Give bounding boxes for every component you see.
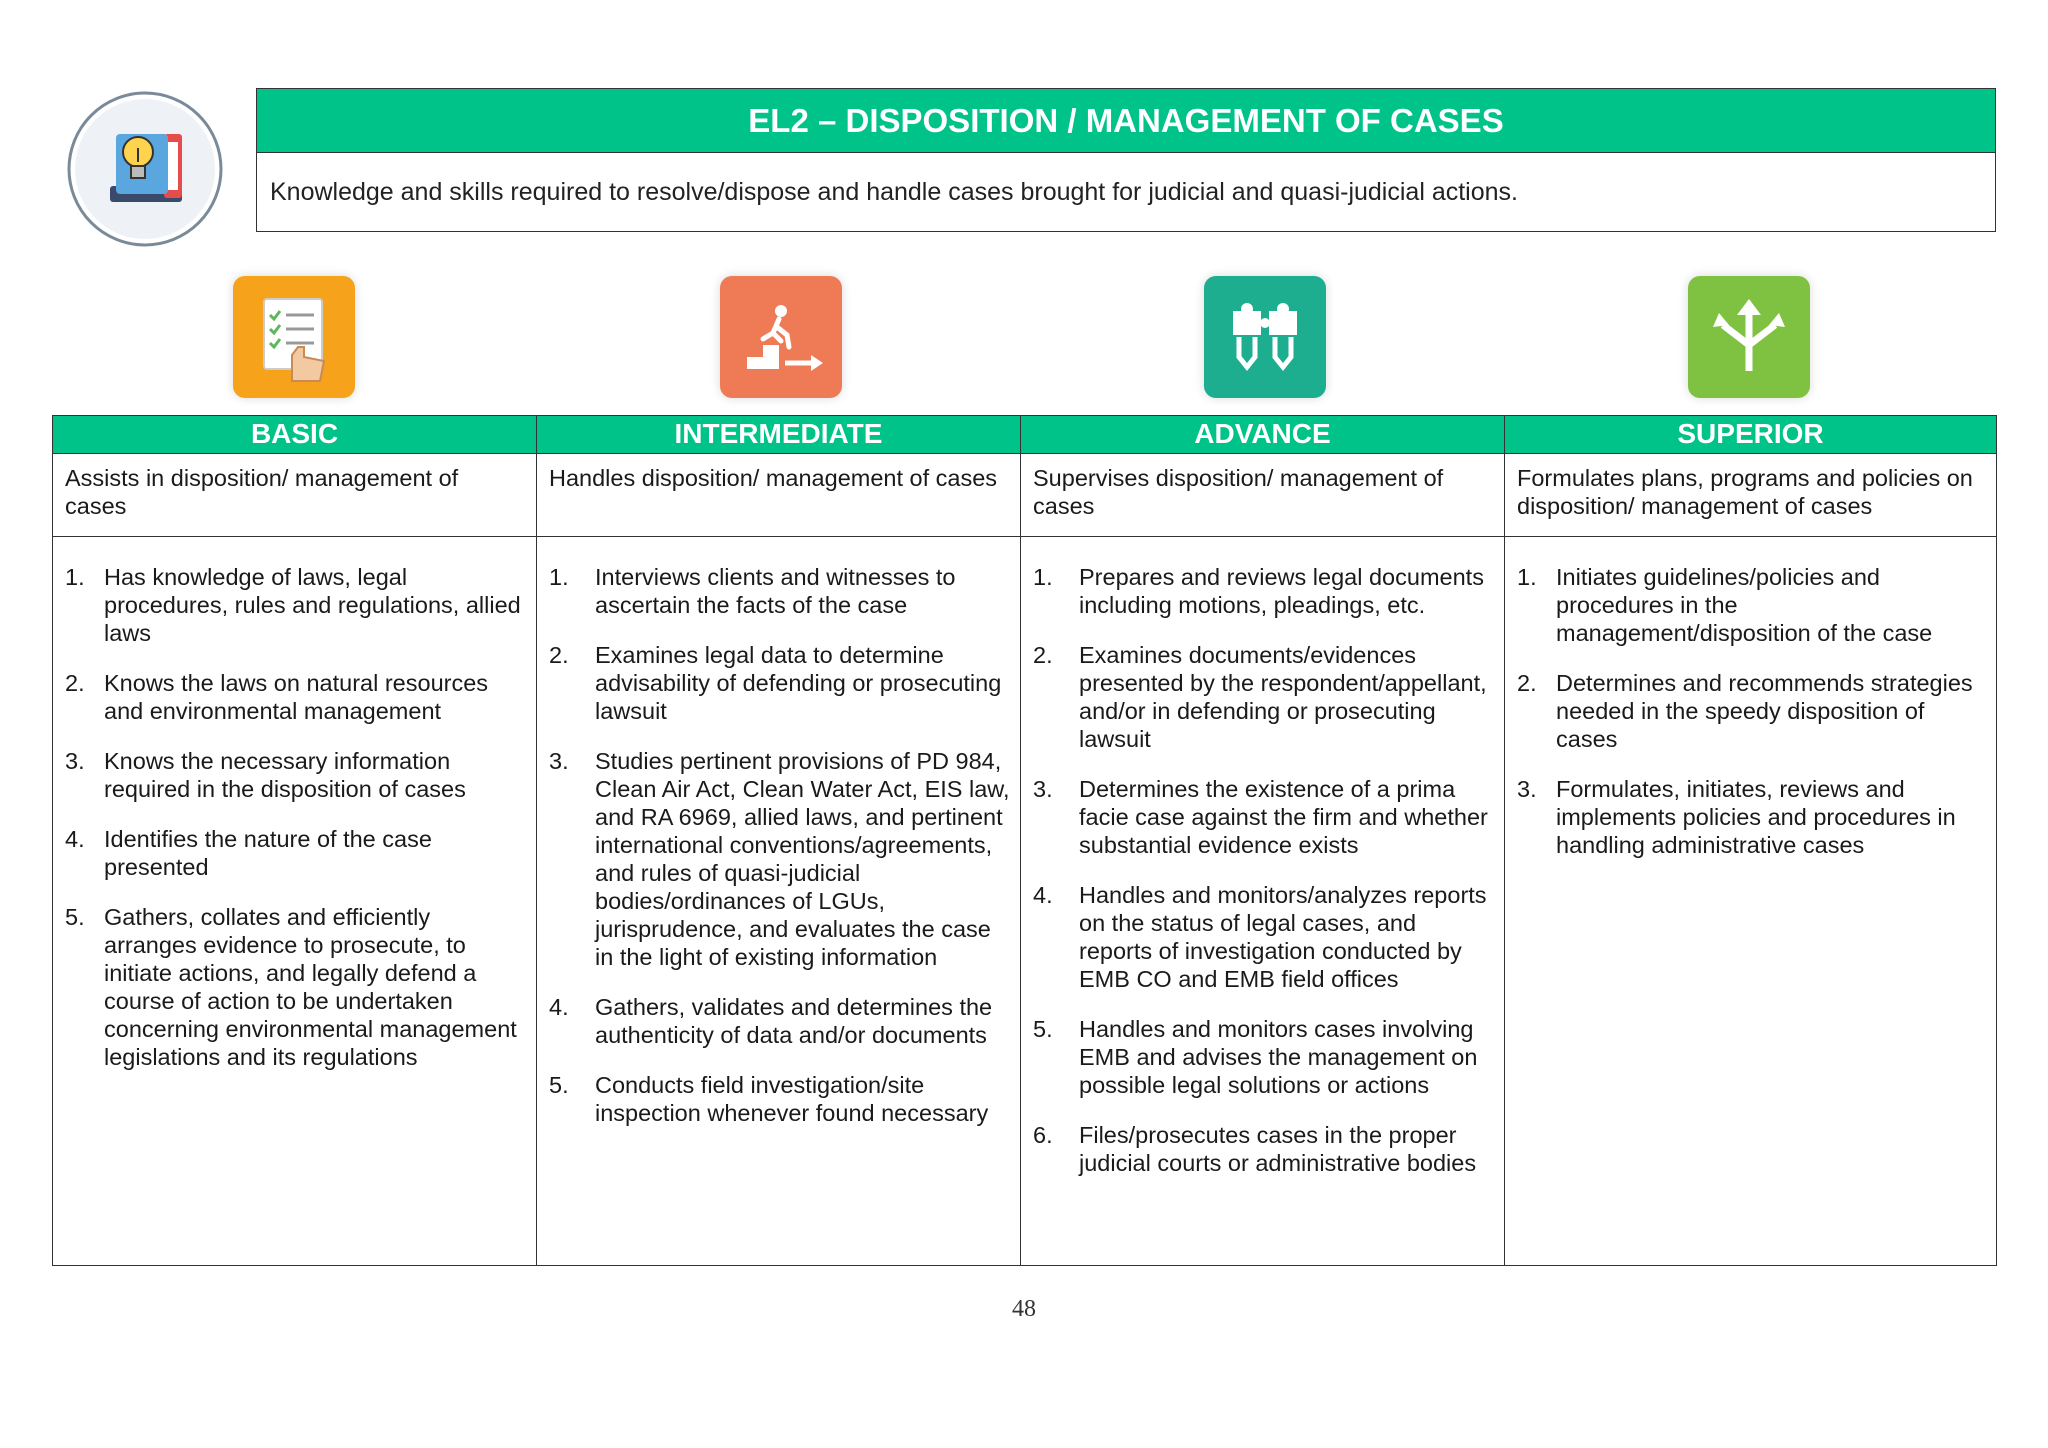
level-summary-advance: Supervises disposition/ management of cases (1021, 454, 1505, 537)
competency-description: Knowledge and skills required to resolve/dispose and handle cases brought for judicial and quasi-judicial actions. (270, 177, 1518, 206)
level-summary-intermediate: Handles disposition/ management of cases (537, 454, 1021, 537)
stairs-runner-icon (720, 276, 842, 398)
diverging-arrows-icon (1688, 276, 1810, 398)
list-item: 3. Formulates, initiates, reviews and implements policies and procedures in handling administrative cases (1517, 776, 1956, 858)
list-item: 4. Handles and monitors/analyzes reports on the status of legal cases, and reports of investigation conducted by EMB CO and EMB field offices (1033, 882, 1487, 992)
lightbulb-book-icon (66, 90, 224, 248)
level-header-intermediate: INTERMEDIATE (537, 416, 1021, 454)
list-item: 1. Prepares and reviews legal documents including motions, pleadings, etc. (1033, 564, 1484, 618)
list-item: 5. Conducts field investigation/site inspection whenever found necessary (549, 1072, 989, 1126)
list-item: 4. Gathers, validates and determines the authenticity of data and/or documents (549, 994, 993, 1048)
list-item: 1. Initiates guidelines/policies and procedures in the management/disposition of the case (1517, 564, 1933, 646)
checklist-hand-icon (233, 276, 355, 398)
level-summary-superior: Formulates plans, programs and policies on disposition/ management of cases (1505, 454, 1997, 537)
list-item: 2. Determines and recommends strategies needed in the speedy disposition of cases (1517, 670, 1973, 752)
level-items-superior (1505, 537, 1997, 1266)
list-item: 3. Studies pertinent provisions of PD 984, Clean Air Act, Clean Water Act, EIS law, and RA 6969, allied laws, and pertinent international conventions/agreements, and rules of quasi-judicial bodies/ordinances of LGUs, jurisprudence, and evaluates the case in the light of existing information (549, 748, 1010, 970)
competency-header (256, 88, 1996, 232)
level-summary-basic: Assists in disposition/ management of cases (53, 454, 537, 537)
level-items-intermediate (537, 537, 1021, 1266)
list-item: 1. Interviews clients and witnesses to ascertain the facts of the case (549, 564, 956, 618)
level-items-basic (53, 537, 537, 1266)
list-item: 2. Examines documents/evidences presented by the respondent/appellant, and/or in defending or prosecuting lawsuit (1033, 642, 1487, 752)
list-item: 1. Has knowledge of laws, legal procedures, rules and regulations, allied laws (65, 564, 521, 646)
list-item: 4. Identifies the nature of the case presented (65, 826, 432, 880)
level-header-basic: BASIC (53, 416, 537, 454)
list-item: 5. Gathers, collates and efficiently arranges evidence to prosecute, to initiate actions, and legally defend a course of action to be undertaken concerning environmental management legislations and its regulations (65, 904, 517, 1070)
puzzle-hands-icon (1204, 276, 1326, 398)
list-item: 5. Handles and monitors cases involving EMB and advises the management on possible legal solutions or actions (1033, 1016, 1478, 1098)
list-item: 2. Examines legal data to determine advisability of defending or prosecuting lawsuit (549, 642, 1002, 724)
proficiency-table (52, 415, 1997, 1266)
list-item: 6. Files/prosecutes cases in the proper judicial courts or administrative bodies (1033, 1122, 1477, 1176)
competency-title: EL2 – DISPOSITION / MANAGEMENT OF CASES (257, 89, 1995, 153)
level-header-advance: ADVANCE (1021, 416, 1505, 454)
level-items-advance (1021, 537, 1505, 1266)
list-item: 3. Determines the existence of a prima facie case against the firm and whether substantial evidence exists (1033, 776, 1488, 858)
list-item: 2. Knows the laws on natural resources and environmental management (65, 670, 489, 724)
page-number: 48 (1012, 1296, 1036, 1322)
list-item: 3. Knows the necessary information required in the disposition of cases (65, 748, 466, 802)
level-header-superior: SUPERIOR (1505, 416, 1997, 454)
